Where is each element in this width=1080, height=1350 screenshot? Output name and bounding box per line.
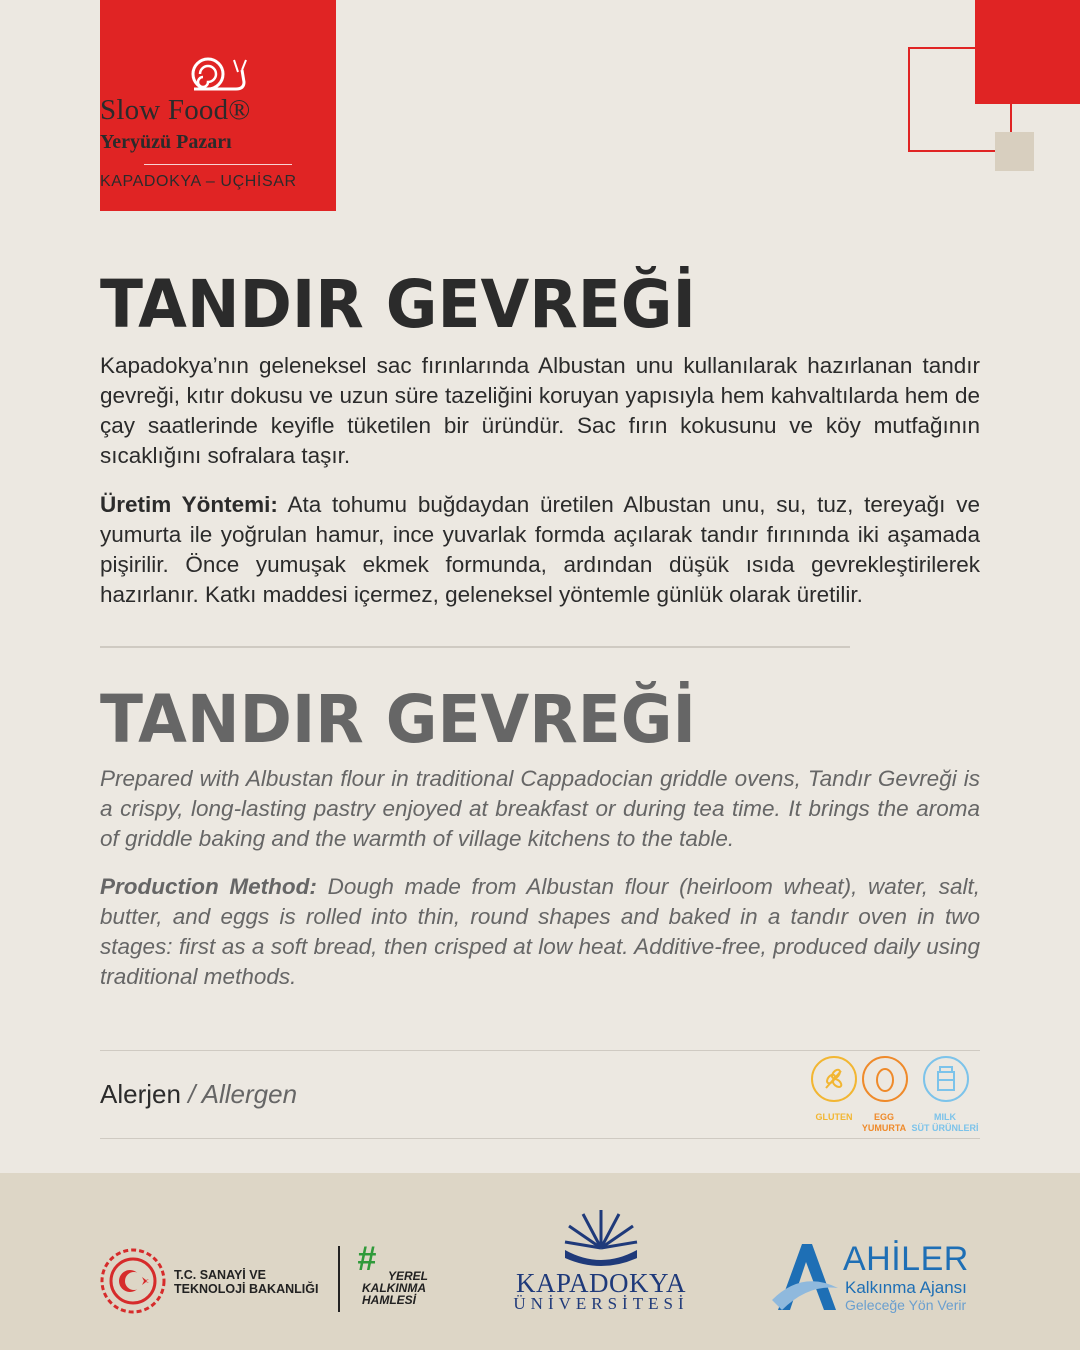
allergen-milk-text (900, 1112, 990, 1134)
title-turkish: TANDIR GEVREĞİ (100, 266, 696, 343)
ministry-name (174, 1268, 318, 1296)
method-text-turkish: Ata tohumu buğdaydan üretilen Albustan unu, su, tuz, tereyağı ve yumurta ile yoğrulan hamur, ince yuvarlak formda açılarak tandır fırınında iki aşamada pişirilir. Önce yumuşak ekmek formunda, ardından düşük ısıda gevrekleştirilerek hazırlanır. Katkı maddesi içermez, geleneksel yöntemle günlük olarak üretilir. (100, 492, 980, 607)
agency-subtitle: Kalkınma Ajansı (845, 1278, 967, 1297)
logo-divider (144, 164, 292, 165)
milk-icon (923, 1056, 969, 1102)
footer-separator (338, 1246, 340, 1312)
decor-beige-square (995, 132, 1034, 171)
allergen-top-divider (100, 1050, 980, 1051)
yerel-kalkinma-logo (362, 1270, 428, 1306)
ministry-line-2: TEKNOLOJİ BAKANLIĞI (174, 1282, 319, 1296)
agency-tagline: Geleceğe Yön Verir (845, 1297, 967, 1313)
hashtag-icon: # (357, 1240, 376, 1278)
allergen-bottom-divider (100, 1138, 980, 1139)
university-emblem-icon (563, 1208, 639, 1268)
method-turkish (100, 490, 980, 610)
yerel-line-2: KALKINMA (362, 1281, 426, 1295)
allergen-egg-tr: YUMURTA (861, 1123, 907, 1133)
yerel-line-3: HAMLESİ (362, 1293, 416, 1307)
allergen-milk-tr: SÜT ÜRÜNLERİ (911, 1123, 979, 1133)
method-text-english: Dough made from Albustan flour (heirloom wheat), water, salt, butter, and eggs is rolled into thin, round shapes and baked in a tandır oven in two stages: first as a soft bread, then crisped at low heat. Additive-free, produced daily using traditional methods. (100, 874, 981, 989)
logo-title: Slow Food® (100, 94, 251, 126)
ministry-emblem-icon (100, 1248, 166, 1314)
wheat-icon (811, 1056, 857, 1102)
method-label-english: Production Method: (100, 874, 317, 899)
university-name: KAPADOKYA (515, 1268, 687, 1298)
logo-subtitle: Yeryüzü Pazarı (100, 131, 232, 153)
allergen-gluten-en: GLUTEN (815, 1112, 853, 1122)
allergen-label-tr: Alerjen (100, 1079, 181, 1109)
egg-icon (862, 1056, 908, 1102)
allergen-label-en: / Allergen (180, 1079, 298, 1109)
method-english (100, 872, 980, 992)
yerel-line-1: YEREL (388, 1269, 429, 1283)
title-english: TANDIR GEVREĞİ (100, 681, 696, 758)
logo-location: KAPADOKYA – UÇHİSAR (100, 173, 297, 190)
allergen-egg-en: EGG (873, 1112, 894, 1122)
ministry-line-1: T.C. SANAYİ VE (174, 1268, 266, 1282)
description-english: Prepared with Albustan flour in traditional Cappadocian griddle ovens, Tandır Gevreği is a crispy, long-lasting pastry enjoyed at breakfast or during tea time. It brings the aroma of griddle baking and the warmth of village kitchens to the table. (100, 766, 980, 851)
agency-name: AHİLER (843, 1240, 969, 1278)
allergen-milk-en: MILK (934, 1112, 956, 1122)
allergen-label (100, 1079, 297, 1110)
snail-icon (186, 52, 248, 94)
agency-emblem-icon (772, 1240, 842, 1312)
university-subtitle: ÜNİVERSİTESİ (513, 1294, 689, 1313)
method-label-turkish: Üretim Yöntemi: (100, 492, 278, 517)
section-divider (100, 646, 850, 648)
description-turkish: Kapadokya’nın geleneksel sac fırınlarında Albustan unu kullanılarak hazırlanan tandır gevreği, kıtır dokusu ve uzun süre tazeliğini koruyan yapısıyla hem kahvaltılarda hem de çay saatlerinde keyifle tüketilen bir üründür. Sac fırın kokusunu ve köy mutfağının sıcaklığını sofralara taşır. (100, 353, 980, 468)
